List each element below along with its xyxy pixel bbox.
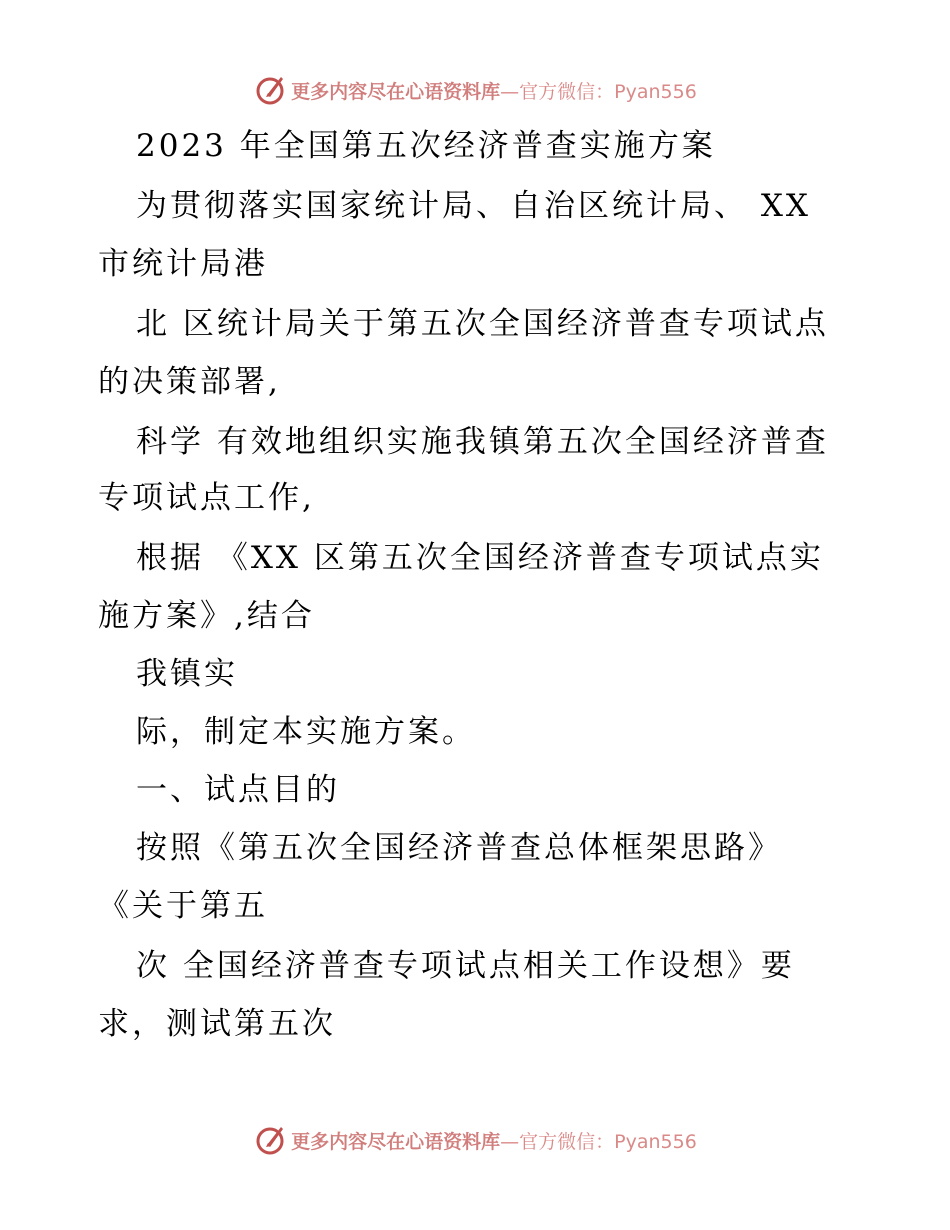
banner-dash: — <box>500 1130 520 1153</box>
paragraph-line: 我镇实 <box>136 656 238 692</box>
paragraph-line: 根据 《XX 区第五次全国经济普查专项试点实 <box>136 540 824 576</box>
library-text: 更多内容尽在心语资料库 <box>291 1130 501 1153</box>
paragraph-line: 求，测试第五次 <box>98 1006 336 1042</box>
paragraph-line: 次 全国经济普查专项试点相关工作设想》要 <box>136 948 795 984</box>
paragraph-line: 际，制定本实施方案。 <box>136 714 476 750</box>
section-heading: 一、试点目的 <box>136 772 340 808</box>
paragraph-line: 的决策部署, <box>98 364 281 400</box>
banner-dash: — <box>500 80 520 103</box>
paragraph-line: 按照《第五次全国经济普查总体框架思路》 <box>136 830 782 866</box>
wechat-text: 官方微信：Pyan556 <box>519 1130 697 1153</box>
footer-banner <box>0 1120 950 1160</box>
paragraph-line: 市统计局港 <box>98 246 268 282</box>
paragraph-line: 为贯彻落实国家统计局、自治区统计局、 XX <box>136 188 811 224</box>
library-text: 更多内容尽在心语资料库 <box>291 80 501 103</box>
paragraph-line: 北 区统计局关于第五次全国经济普查专项试点 <box>136 306 829 342</box>
quill-circle-icon <box>253 1123 287 1157</box>
banner-text <box>291 1127 697 1154</box>
paragraph-line: 《关于第五 <box>98 888 268 924</box>
paragraph-line: 科学 有效地组织实施我镇第五次全国经济普查 <box>136 424 829 460</box>
paragraph-line: 施方案》,结合 <box>98 598 315 634</box>
document-title: 2023 年全国第五次经济普查实施方案 <box>136 128 716 164</box>
paragraph-line: 专项试点工作, <box>98 480 315 516</box>
wechat-text: 官方微信：Pyan556 <box>519 80 697 103</box>
